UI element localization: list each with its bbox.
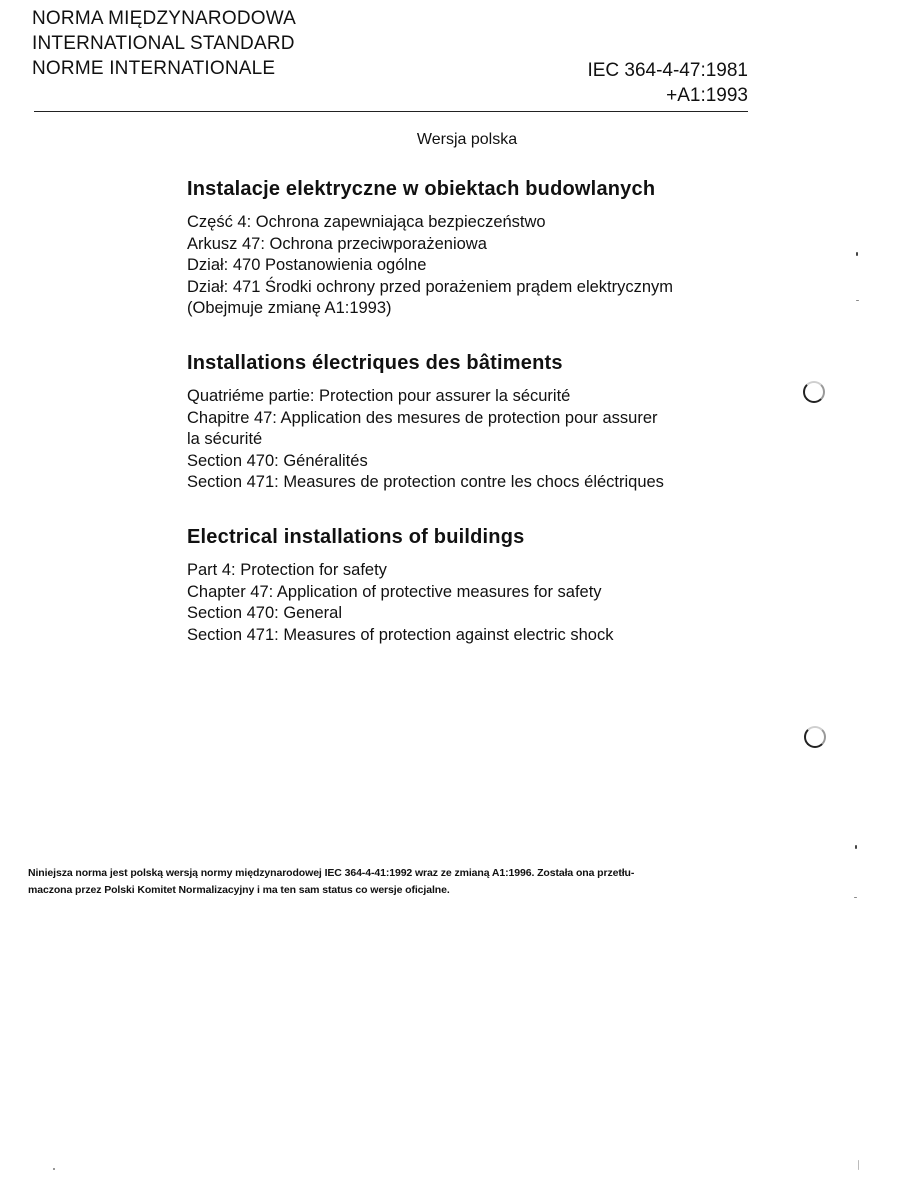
- standard-type-polish: NORMA MIĘDZYNARODOWA: [32, 8, 297, 29]
- section-title-french: Installations électriques des bâtiments: [187, 352, 563, 374]
- footnote-line: Niniejsza norma jest polską wersją normy międzynarodowej IEC 364-4-41:1992 wraz ze zmianą A1:1996. Została ona przetłu-: [28, 867, 635, 879]
- punch-hole-icon: [804, 726, 826, 748]
- section-line: Dział: 470 Postanowienia ogólne: [187, 256, 427, 275]
- scan-speck: [854, 897, 857, 898]
- section-title-polish: Instalacje elektryczne w obiektach budowlanych: [187, 178, 656, 200]
- section-title-english: Electrical installations of buildings: [187, 526, 525, 548]
- header-divider: [34, 111, 748, 112]
- scan-speck: [858, 1160, 859, 1170]
- section-line: Quatriéme partie: Protection pour assurer la sécurité: [187, 387, 571, 405]
- scan-speck: [856, 300, 859, 301]
- section-line: la sécurité: [187, 430, 263, 449]
- section-line: Arkusz 47: Ochrona przeciwporażeniowa: [187, 234, 487, 253]
- section-line: Section 471: Measures of protection against electric shock: [187, 625, 614, 644]
- scan-speck: [53, 1168, 55, 1170]
- standard-type-block: [32, 6, 296, 81]
- standard-number: IEC 364-4-47:1981: [587, 60, 748, 81]
- section-line: Section 470: General: [187, 604, 343, 623]
- footnote: [28, 865, 768, 899]
- standard-type-french: NORME INTERNATIONALE: [32, 58, 276, 79]
- section-line: Part 4: Protection for safety: [187, 561, 387, 579]
- section-line: Section 470: Généralités: [187, 451, 368, 470]
- standard-number-block: [587, 58, 748, 108]
- standard-type-english: INTERNATIONAL STANDARD: [32, 33, 295, 54]
- section-english: [187, 524, 767, 646]
- punch-hole-icon: [803, 381, 825, 403]
- section-line: Chapter 47: Application of protective measures for safety: [187, 582, 602, 601]
- section-french: [187, 350, 767, 494]
- section-line: Chapitre 47: Application des mesures de protection pour assurer: [187, 408, 658, 427]
- section-line: Section 471: Measures de protection contre les chocs éléctriques: [187, 473, 664, 492]
- section-line: Dział: 471 Środki ochrony przed porażeniem prądem elektrycznym: [187, 277, 674, 296]
- version-label: Wersja polska: [416, 131, 518, 148]
- footnote-line: maczona przez Polski Komitet Normalizacyjny i ma ten sam status co wersje oficjalne.: [28, 884, 450, 896]
- scan-speck: [855, 845, 857, 849]
- section-line: Część 4: Ochrona zapewniająca bezpieczeństwo: [187, 213, 546, 231]
- section-polish: [187, 176, 767, 320]
- amendment-number: +A1:1993: [666, 85, 748, 106]
- section-line: (Obejmuje zmianę A1:1993): [187, 299, 392, 318]
- scan-speck: [856, 252, 858, 256]
